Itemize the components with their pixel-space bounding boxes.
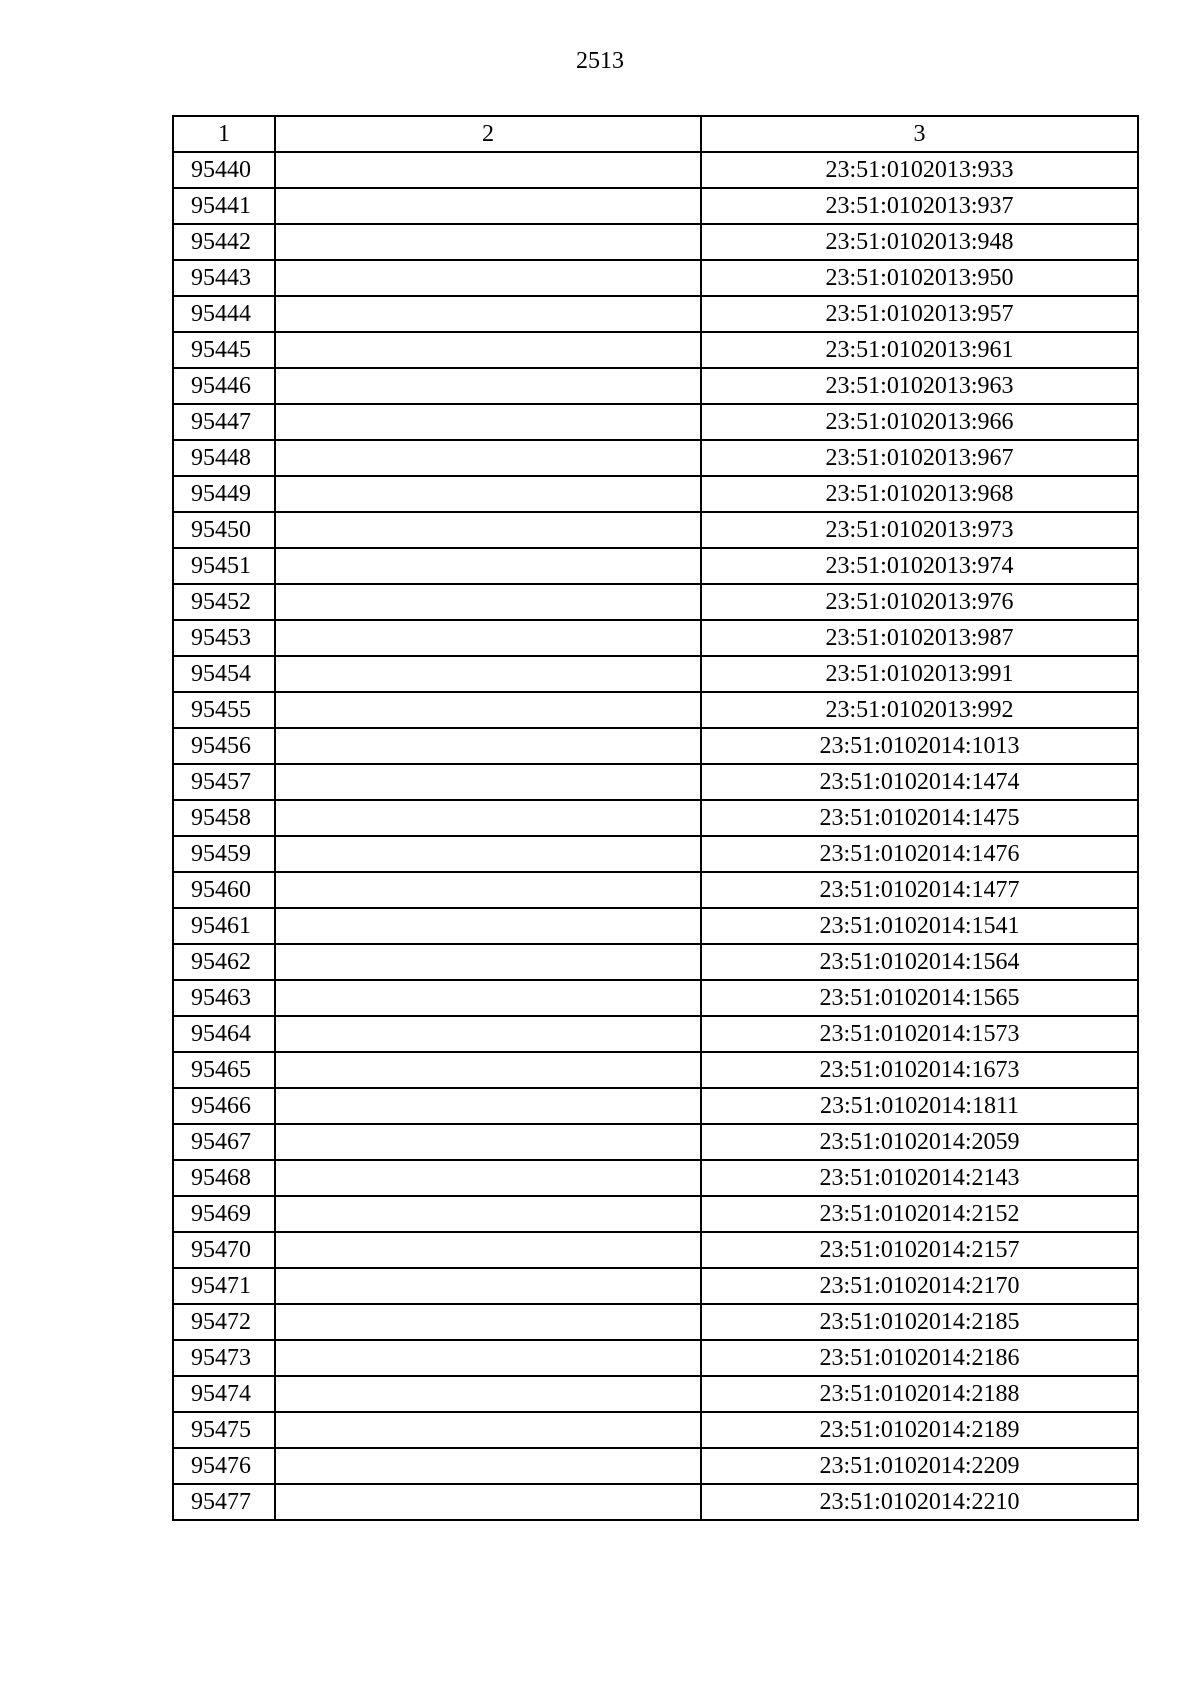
column-2-cell [275,440,701,476]
column-2-cell [275,152,701,188]
cadastral-code-cell: 23:51:0102014:1565 [701,980,1138,1016]
table-row [173,764,1138,800]
row-number-cell: 95451 [173,548,275,584]
column-2-cell [275,1412,701,1448]
row-number-cell: 95472 [173,1304,275,1340]
column-2-cell [275,1376,701,1412]
row-number-cell: 95440 [173,152,275,188]
table-header-row [173,116,1138,152]
table-row [173,1196,1138,1232]
cadastral-code-cell: 23:51:0102014:2188 [701,1376,1138,1412]
row-number-cell: 95470 [173,1232,275,1268]
cadastral-code-cell: 23:51:0102014:2170 [701,1268,1138,1304]
table-row [173,692,1138,728]
row-number-cell: 95471 [173,1268,275,1304]
table-row [173,1484,1138,1520]
table-row [173,800,1138,836]
row-number-cell: 95465 [173,1052,275,1088]
cadastral-code-cell: 23:51:0102013:967 [701,440,1138,476]
table-row [173,440,1138,476]
cadastral-code-cell: 23:51:0102014:2186 [701,1340,1138,1376]
column-2-cell [275,368,701,404]
table-row [173,296,1138,332]
row-number-cell: 95459 [173,836,275,872]
table-row [173,1376,1138,1412]
table-row [173,872,1138,908]
row-number-cell: 95441 [173,188,275,224]
row-number-cell: 95458 [173,800,275,836]
cadastral-code-cell: 23:51:0102014:2189 [701,1412,1138,1448]
cadastral-code-cell: 23:51:0102013:992 [701,692,1138,728]
column-header-3: 3 [701,116,1138,152]
column-2-cell [275,836,701,872]
cadastral-code-cell: 23:51:0102013:933 [701,152,1138,188]
column-2-cell [275,1268,701,1304]
table-row [173,1268,1138,1304]
table-row [173,548,1138,584]
table-row [173,656,1138,692]
table-row [173,260,1138,296]
row-number-cell: 95453 [173,620,275,656]
row-number-cell: 95476 [173,1448,275,1484]
table-body [173,152,1138,1520]
cadastral-code-cell: 23:51:0102013:976 [701,584,1138,620]
row-number-cell: 95449 [173,476,275,512]
row-number-cell: 95464 [173,1016,275,1052]
cadastral-code-cell: 23:51:0102013:961 [701,332,1138,368]
row-number-cell: 95477 [173,1484,275,1520]
column-2-cell [275,260,701,296]
cadastral-code-cell: 23:51:0102013:950 [701,260,1138,296]
column-2-cell [275,188,701,224]
table-row [173,944,1138,980]
table-row [173,1340,1138,1376]
row-number-cell: 95468 [173,1160,275,1196]
column-2-cell [275,944,701,980]
row-number-cell: 95463 [173,980,275,1016]
row-number-cell: 95467 [173,1124,275,1160]
row-number-cell: 95446 [173,368,275,404]
column-2-cell [275,1304,701,1340]
table-row [173,1160,1138,1196]
cadastral-code-cell: 23:51:0102014:1476 [701,836,1138,872]
row-number-cell: 95442 [173,224,275,260]
column-2-cell [275,872,701,908]
table-row [173,1448,1138,1484]
table-row [173,1052,1138,1088]
table-row [173,332,1138,368]
table-row [173,1016,1138,1052]
table-row [173,1304,1138,1340]
cadastral-code-cell: 23:51:0102014:1811 [701,1088,1138,1124]
page-number: 2513 [576,48,624,74]
row-number-cell: 95444 [173,296,275,332]
row-number-cell: 95448 [173,440,275,476]
cadastral-code-cell: 23:51:0102014:1673 [701,1052,1138,1088]
column-2-cell [275,1016,701,1052]
table-row [173,1088,1138,1124]
column-2-cell [275,980,701,1016]
column-2-cell [275,728,701,764]
cadastral-code-cell: 23:51:0102013:957 [701,296,1138,332]
table-row [173,980,1138,1016]
cadastral-code-cell: 23:51:0102013:991 [701,656,1138,692]
cadastral-code-cell: 23:51:0102014:1474 [701,764,1138,800]
table-row [173,1412,1138,1448]
cadastral-code-cell: 23:51:0102014:1573 [701,1016,1138,1052]
row-number-cell: 95443 [173,260,275,296]
cadastral-code-cell: 23:51:0102014:1564 [701,944,1138,980]
column-2-cell [275,1196,701,1232]
row-number-cell: 95445 [173,332,275,368]
table-row [173,584,1138,620]
table-row [173,908,1138,944]
cadastral-code-cell: 23:51:0102013:973 [701,512,1138,548]
row-number-cell: 95456 [173,728,275,764]
cadastral-code-cell: 23:51:0102014:2143 [701,1160,1138,1196]
row-number-cell: 95457 [173,764,275,800]
column-2-cell [275,1160,701,1196]
table-row [173,836,1138,872]
table-row [173,620,1138,656]
row-number-cell: 95461 [173,908,275,944]
cadastral-code-cell: 23:51:0102014:2210 [701,1484,1138,1520]
row-number-cell: 95475 [173,1412,275,1448]
cadastral-code-cell: 23:51:0102013:974 [701,548,1138,584]
column-2-cell [275,1484,701,1520]
column-2-cell [275,476,701,512]
table-row [173,152,1138,188]
cadastral-code-cell: 23:51:0102014:1477 [701,872,1138,908]
cadastral-code-cell: 23:51:0102014:2209 [701,1448,1138,1484]
row-number-cell: 95452 [173,584,275,620]
table-row [173,512,1138,548]
table-row [173,188,1138,224]
cadastral-code-cell: 23:51:0102013:966 [701,404,1138,440]
cadastral-code-cell: 23:51:0102013:968 [701,476,1138,512]
column-2-cell [275,224,701,260]
column-2-cell [275,1124,701,1160]
cadastral-code-cell: 23:51:0102014:2157 [701,1232,1138,1268]
column-2-cell [275,548,701,584]
cadastral-code-cell: 23:51:0102013:963 [701,368,1138,404]
cadastral-code-cell: 23:51:0102014:1541 [701,908,1138,944]
column-2-cell [275,764,701,800]
cadastral-code-cell: 23:51:0102014:2152 [701,1196,1138,1232]
column-header-1: 1 [173,116,275,152]
column-2-cell [275,512,701,548]
row-number-cell: 95466 [173,1088,275,1124]
row-number-cell: 95474 [173,1376,275,1412]
row-number-cell: 95455 [173,692,275,728]
row-number-cell: 95473 [173,1340,275,1376]
column-2-cell [275,692,701,728]
cadastral-code-cell: 23:51:0102014:1475 [701,800,1138,836]
column-2-cell [275,656,701,692]
cadastral-code-cell: 23:51:0102013:937 [701,188,1138,224]
row-number-cell: 95462 [173,944,275,980]
column-2-cell [275,404,701,440]
column-2-cell [275,908,701,944]
column-2-cell [275,584,701,620]
table-row [173,728,1138,764]
column-2-cell [275,620,701,656]
cadastral-code-cell: 23:51:0102013:948 [701,224,1138,260]
row-number-cell: 95460 [173,872,275,908]
cadastral-code-cell: 23:51:0102014:2059 [701,1124,1138,1160]
row-number-cell: 95469 [173,1196,275,1232]
column-2-cell [275,296,701,332]
table-row [173,476,1138,512]
column-header-2: 2 [275,116,701,152]
column-2-cell [275,1232,701,1268]
registry-table [172,115,1139,1521]
table-row [173,1124,1138,1160]
cadastral-code-cell: 23:51:0102014:2185 [701,1304,1138,1340]
row-number-cell: 95450 [173,512,275,548]
table-row [173,224,1138,260]
cadastral-code-cell: 23:51:0102014:1013 [701,728,1138,764]
row-number-cell: 95447 [173,404,275,440]
column-2-cell [275,800,701,836]
column-2-cell [275,1340,701,1376]
cadastral-code-cell: 23:51:0102013:987 [701,620,1138,656]
table-row [173,1232,1138,1268]
column-2-cell [275,1088,701,1124]
column-2-cell [275,1052,701,1088]
row-number-cell: 95454 [173,656,275,692]
column-2-cell [275,1448,701,1484]
column-2-cell [275,332,701,368]
table-row [173,368,1138,404]
table-row [173,404,1138,440]
